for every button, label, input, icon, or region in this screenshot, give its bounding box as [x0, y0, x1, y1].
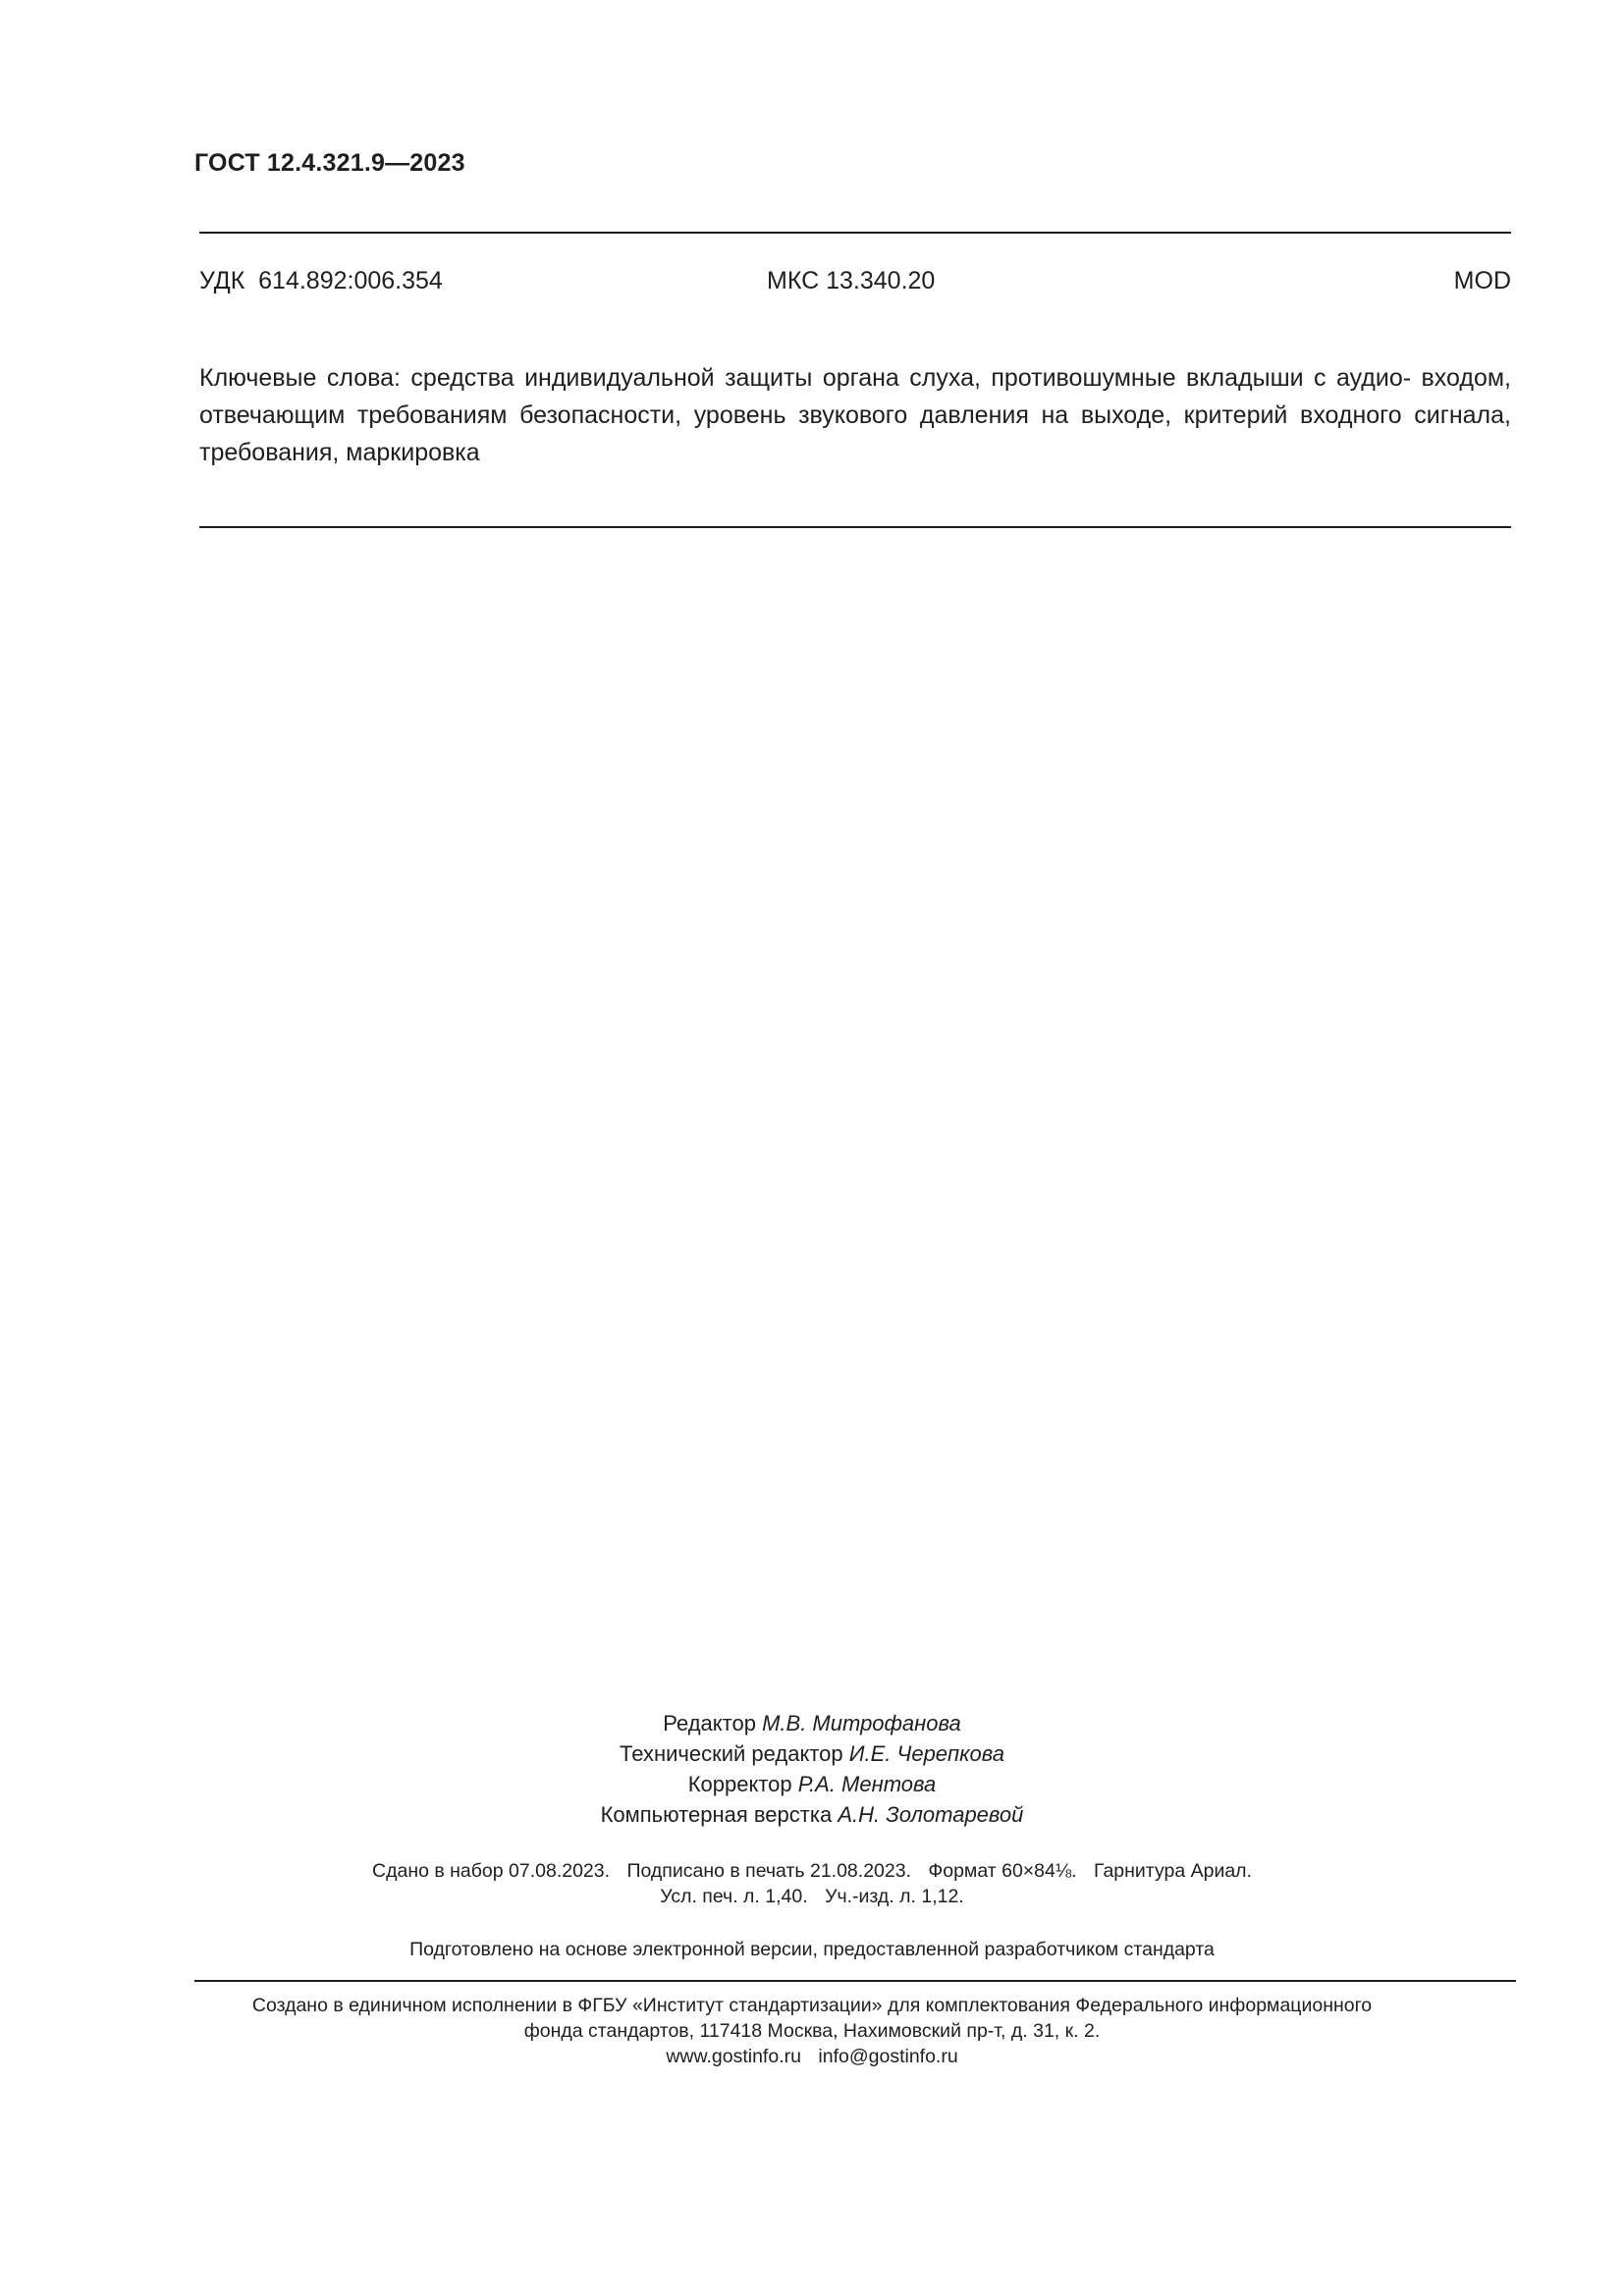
imprint-block [0, 1858, 1624, 1909]
imprint-typeface: Гарнитура Ариал. [1093, 1860, 1252, 1882]
bottom-divider [194, 1980, 1516, 1982]
classification-row [199, 267, 1511, 300]
udk-code: УДК 614.892:006.354 [199, 267, 443, 294]
imprint-signed: Подписано в печать 21.08.2023. [626, 1860, 911, 1882]
keywords-divider [199, 526, 1511, 528]
created-line-2: фонда стандартов, 117418 Москва, Нахимовский пр-т, д. 31, к. 2. [523, 2020, 1101, 2042]
credit-name: А.Н. Золотаревой [838, 1802, 1024, 1827]
imprint-line-1 [0, 1858, 1624, 1884]
imprint-publisher-sheets: Уч.-изд. л. 1,12. [825, 1886, 964, 1907]
imprint-submitted: Сдано в набор 07.08.2023. [372, 1860, 611, 1882]
document-code: ГОСТ 12.4.321.9—2023 [194, 149, 465, 177]
credit-name: Р.А. Ментова [797, 1772, 937, 1796]
email-link[interactable]: info@gostinfo.ru [818, 2046, 958, 2067]
credit-role: Компьютерная верстка [600, 1802, 833, 1827]
top-divider [199, 232, 1511, 234]
credit-proofreader [0, 1769, 1624, 1799]
modification-label: MOD [1453, 267, 1511, 294]
created-note [0, 1993, 1624, 2069]
keywords-line: входного сигнала, требования, маркировка [199, 401, 1511, 466]
credit-name: М.В. Митрофанова [762, 1711, 961, 1735]
website-link[interactable]: www.gostinfo.ru [666, 2046, 801, 2067]
credit-role: Технический редактор [620, 1741, 843, 1766]
keywords-line: Ключевые слова: средства индивидуальной защиты органа слуха, противошумные вкладыши с аудио- [199, 364, 1412, 392]
credit-role: Редактор [663, 1711, 756, 1735]
credit-technical-editor [0, 1738, 1624, 1769]
mks-code: МКС 13.340.20 [767, 267, 936, 294]
imprint-format: Формат 60×84⅛. [928, 1860, 1077, 1882]
credit-layout [0, 1799, 1624, 1830]
credit-editor [0, 1708, 1624, 1738]
imprint-printed-sheets: Усл. печ. л. 1,40. [660, 1886, 808, 1907]
keywords-line: входом, отвечающим требованиям безопасности, уровень звукового давления на выходе, критерий [199, 364, 1511, 429]
credits-block [0, 1708, 1624, 1830]
imprint-line-2 [0, 1884, 1624, 1909]
credit-role: Корректор [687, 1772, 792, 1796]
contacts-line [0, 2044, 1624, 2069]
credit-name: И.Е. Черепкова [848, 1741, 1004, 1766]
keywords-paragraph [199, 359, 1511, 471]
created-line-1: Создано в единичном исполнении в ФГБУ «Институт стандартизации» для комплектования Федерального информационного [251, 1995, 1373, 2016]
prepared-note: Подготовлено на основе электронной версии, предоставленной разработчиком стандарта [409, 1939, 1215, 1960]
